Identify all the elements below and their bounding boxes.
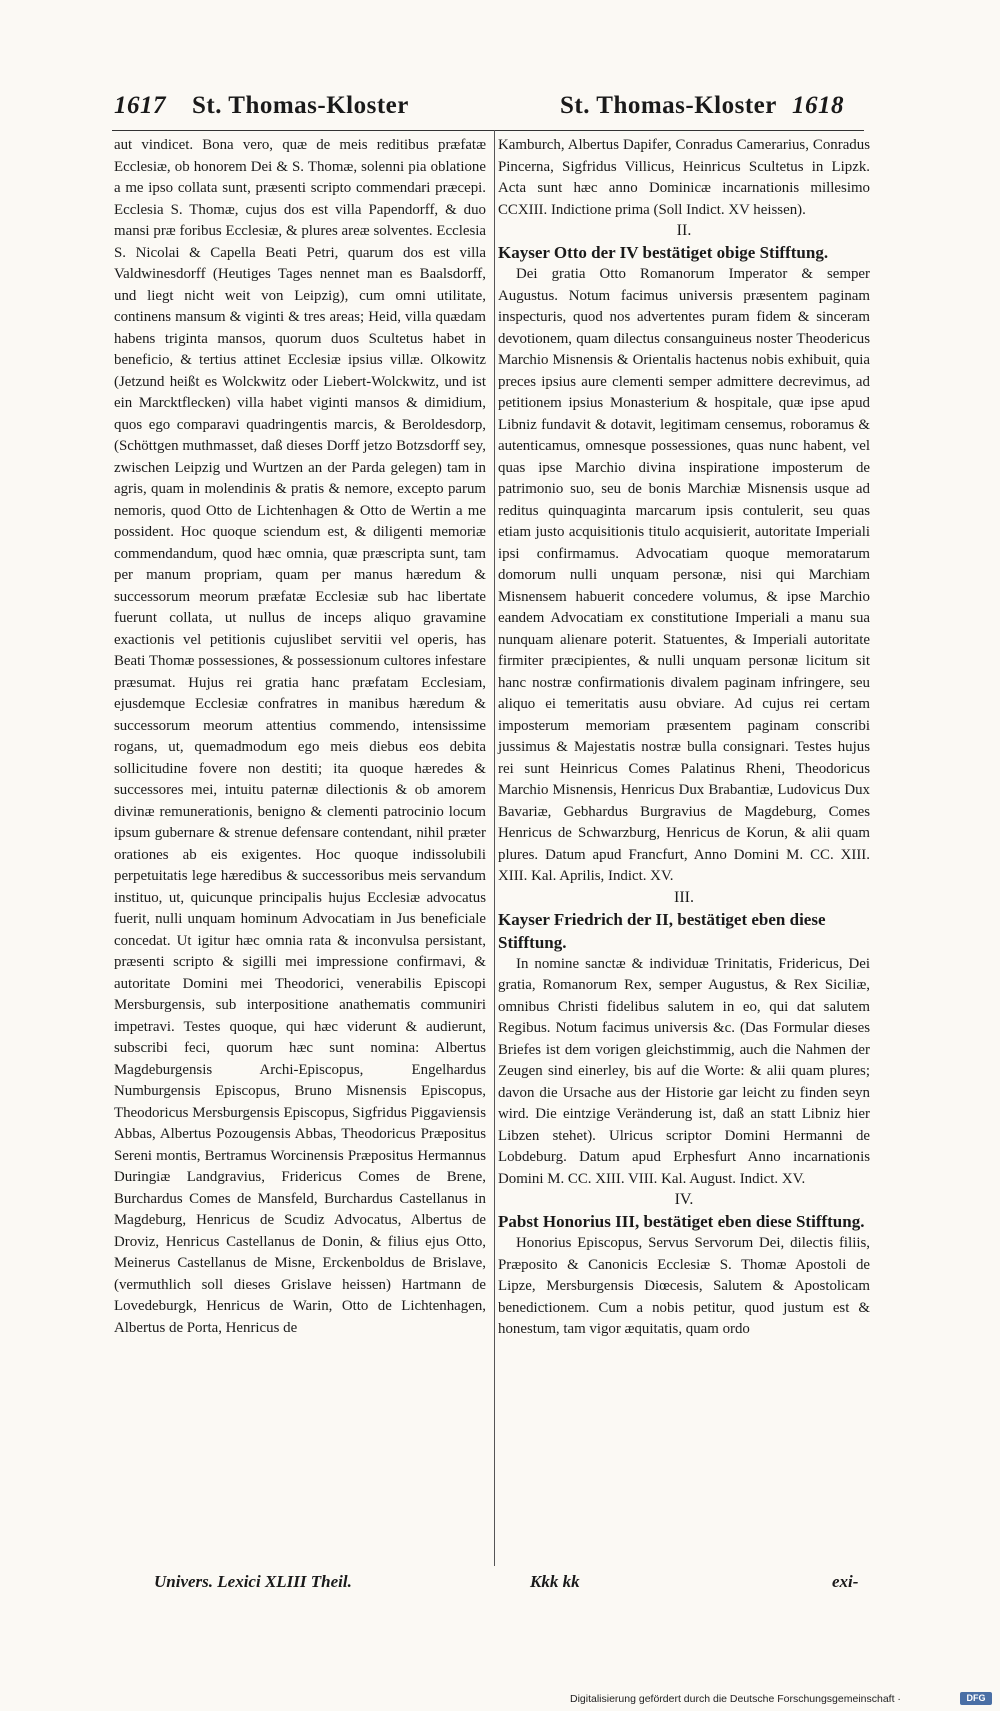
dfg-logo: DFG bbox=[960, 1692, 992, 1705]
right-page-number: 1618 bbox=[792, 92, 844, 119]
right-running-title: St. Thomas-Kloster bbox=[560, 92, 777, 119]
section-number: IV. bbox=[674, 1191, 694, 1208]
left-page-number: 1617 bbox=[114, 92, 166, 119]
footer-signature: Kkk kk bbox=[530, 1572, 580, 1591]
digitization-credit: Digitalisierung gefördert durch die Deutsche Forschungsgemeinschaft · bbox=[570, 1693, 901, 1705]
right-text-block: Dei gratia Otto Romanorum Imperator & semper Augustus. Notum facimus universis præsentem paginam inspecturis, quod nos advertentes puram fidem & sinceram devotionem, quam dilectus consanguineus noster Theodericus Marchio Misnensis & Orientalis hactenus nobis exhibuit, quia preces ipsius aure clementi semper admittere decrevimus, ad petitionem ipsius Monasterium & hospitale, quæ ipse apud Libniz fundavit & dotavit, legitimam censemus, roboramus & autenticamus, omnesque possessiones, quas nunc habent, vel quas ipse Marchio divina inspiratione imposterum de patrimonio suo, seu de bonis Marchiæ Misnensis usque ad reditus quinquaginta marcarum ipsis contulerit, seu quas etiam justo acquisitionis titulo acquisierit, autoritate Imperiali ipsi confirmamus. Advocatiam quoque memoratarum domorum nulli unquam personæ, nisi qui Marchiam Misnensem habuerit concedere volumus, & ipse Marchio eandem Advocatiam ex constitutione Imperiali a manu sua nunquam alienare poterit. Statuentes, & Imperiali autoritate firmiter præcipientes, & nulli unquam personæ licitum sit hanc nostræ confirmationis divalem paginam infringere, seu aliquo ei temeritatis ausu obviare. Ad cujus rei certam imposterum memoriam præsentem paginam conscribi jussimus & Majestatis nostræ bulla consignari. Testes hujus rei sunt Heinricus Comes Palatinus Rheni, Theodoricus Marchio Misnensis, Henricus Dux Brabantiæ, Ludovicus Dux Bavariæ, Gebhardus Burgravius de Magdeburg, Comes Henricus de Schwarzburg, Henricus de Korun, & alii quam plures. Datum apud Francfurt, Anno Domini M. CC. XIII. XIII. Kal. Aprilis, Indict. XV. bbox=[498, 266, 870, 884]
section-heading: Kayser Otto der IV bestätiget obige Stifftung. bbox=[498, 243, 829, 262]
right-text-block: Honorius Episcopus, Servus Servorum Dei, dilectis filiis, Præposito & Canonicis Ecclesiæ S. Thomæ Apostoli de Lipze, Mersburgensis Diœcesis, Salutem & Apostolicam benedictionem. Cum a nobis petitur, quod justum est & honestum, tam vigor æquitatis, quam ordo bbox=[498, 1235, 870, 1337]
right-text-block: In nomine sanctæ & individuæ Trinitatis, Fridericus, Dei gratia, Romanorum Rex, semper Augustus, & Rex Siciliæ, omnibus Christi fidelibus salutem in eo, qui dat salutem Regibus. Notum facimus universis &c. (Das Formular dieses Briefes ist dem vorigen gleichstimmig, auch die Nahmen der Zeugen sind einerley, bis auf die Worte: & alii quam plures; davon die Ursache aus der Historie gar leicht zu finden seyn wird. Die eintzige Veränderung ist, daß an statt Libniz hier Libzen stehet). Ulricus scriptor Domini Hermanni de Lobdeburg. Datum apud Erphesfurt Anno incarnationis Domini M. CC. XIII. VIII. Kal. August. Indict. XV. bbox=[498, 955, 870, 1187]
left-running-title: St. Thomas-Kloster bbox=[192, 92, 409, 119]
section-number: II. bbox=[676, 222, 692, 239]
column-divider bbox=[494, 130, 495, 1566]
footer-volume: Univers. Lexici XLIII Theil. bbox=[154, 1572, 352, 1591]
left-column-text: aut vindicet. Bona vero, quæ de meis reditibus præfatæ Ecclesiæ, ob honorem Dei & S. Thomæ, solenni pia oblatione a me ipso collata sunt, præsenti scripto commendari præcepi. Ecclesia S. Thomæ, cujus dos est villa Papendorff, & duo mansi præ foribus Ecclesiæ, & plures areæ solventes. Ecclesia S. Nicolai & Capella Beati Petri, quarum dos est villa Valdwinesdorff (Heutiges Tages nennet man es Baalsdorff, und liegt nicht weit von Leipzig), cum omni utilitate, continens mansum & viginti & tres areas; Heid, villa quædam habens triginta mansos, quorum duos Scultetus habet in beneficio, & tertius attinet Ecclesiæ ipsius villæ. Olkowitz (Jetzund heißt es Wolckwitz oder Liebert-Wolckwitz, und ist ein Marcktflecken) villa habet viginti mansos & dimidium, quos ego comparavi quadringentis marcis, & Beroldesdorp, (Schöttgen muthmasset, daß dieses Dorff jetzo Botzsdorff sey, zwischen Leipzig und Wurtzen an der Parda gelegen) tam in agris, quam in molendinis & pratis & nemore, excepto parum nemoris, quod Otto de Lichtenhagen & Otto de Wertin a me possident. Hoc quoque sciendum est, & diligenti memoriæ commendandum, quod hæc omnia, quæ præscripta sunt, tam per manum propriam, quam per manus hæredum & successorum meorum præfatæ Ecclesiæ sub hac libertate fuerunt collata, ut nullus de inceps aliquo gravamine exactionis vel petitionis cujuslibet servitii vel operis, has Beati Thomæ possessiones, & possessionum cultores infestare præsumat. Hujus rei gratia hanc præfatam Ecclesiam, ejusdemque Ecclesiæ confratres in manibus hæredum & successorum meorum attentius commendo, intensissime rogans, ut, quemadmodum ego meis diebus eos debita sollicitudine fovere non destiti; ita quoque hæredes & successores mei, intuitu paternæ dilectionis & ob amorem divinæ remunerationis, benigno & clementi patrocinio locum ipsum gubernare & strenue defensare contendant, nihil præter orationes ab eis exigentes. Hoc quoque indissolubili perpetuitatis lege hæredibus & successoribus meis servandum instituo, ut, quicunque principalis hujus Ecclesiæ advocatus fuerit, nulli unquam hominum Advocatiam in Jus beneficiale concedat. Ut igitur hæc omnia rata & inconvulsa persistant, præsenti scripto & sigilli mei impressione confirmavi, & autoritate Domini mei Theodorici, venerabilis Episcopi Mersburgensis, sub interpositione anathematis communiri impetravi. Testes quoque, qui hæc viderunt & audierunt, subscribi feci, quorum hæc sunt nomina: Albertus Magdeburgensis Archi-Episcopus, Engelhardus Numburgensis Episcopus, Bruno Misnensis Episcopus, Theodoricus Mersburgensis Episcopus, Sigfridus Piggaviensis Abbas, Albertus Pozougensis Abbas, Theodoricus Præpositus Sereni montis, Bertramus Worcinensis Præpositus Hermannus Duringiæ Landgravius, Fridericus Comes de Brene, Burchardus Comes de Mansfeld, Burchardus Castellanus in Magdeburg, Henricus de Scudiz Advocatus, Albertus de Droviz, Henricus Castellanus de Donin, & filius ejus Otto, Meinerus Castellanus de Misne, Erckenboldus de Brislave, (vermuthlich soll dieses Grislave heissen) Hartmann de Lovedeburgk, Henricus de Warin, Otto de Lichtenhagen, Albertus de Porta, Henricus de bbox=[114, 137, 486, 1336]
section-number: III. bbox=[674, 888, 694, 906]
right-column bbox=[498, 135, 870, 1341]
section-heading: Kayser Friedrich der II, bestätiget eben diese Stifftung. bbox=[498, 909, 826, 952]
header-rule bbox=[112, 130, 864, 131]
section-heading: Pabst Honorius III, bestätiget eben diese Stifftung. bbox=[498, 1212, 865, 1231]
right-text-block: Kamburch, Albertus Dapifer, Conradus Camerarius, Conradus Pincerna, Sigfridus Villicus, Heinricus Scultetus in Lipzk. Acta sunt hæc anno Dominicæ incarnationis millesimo CCXIII. Indictione prima (Soll Indict. XV heissen). bbox=[498, 137, 870, 218]
left-column bbox=[114, 135, 486, 1339]
footer-catchword: exi- bbox=[832, 1572, 859, 1591]
